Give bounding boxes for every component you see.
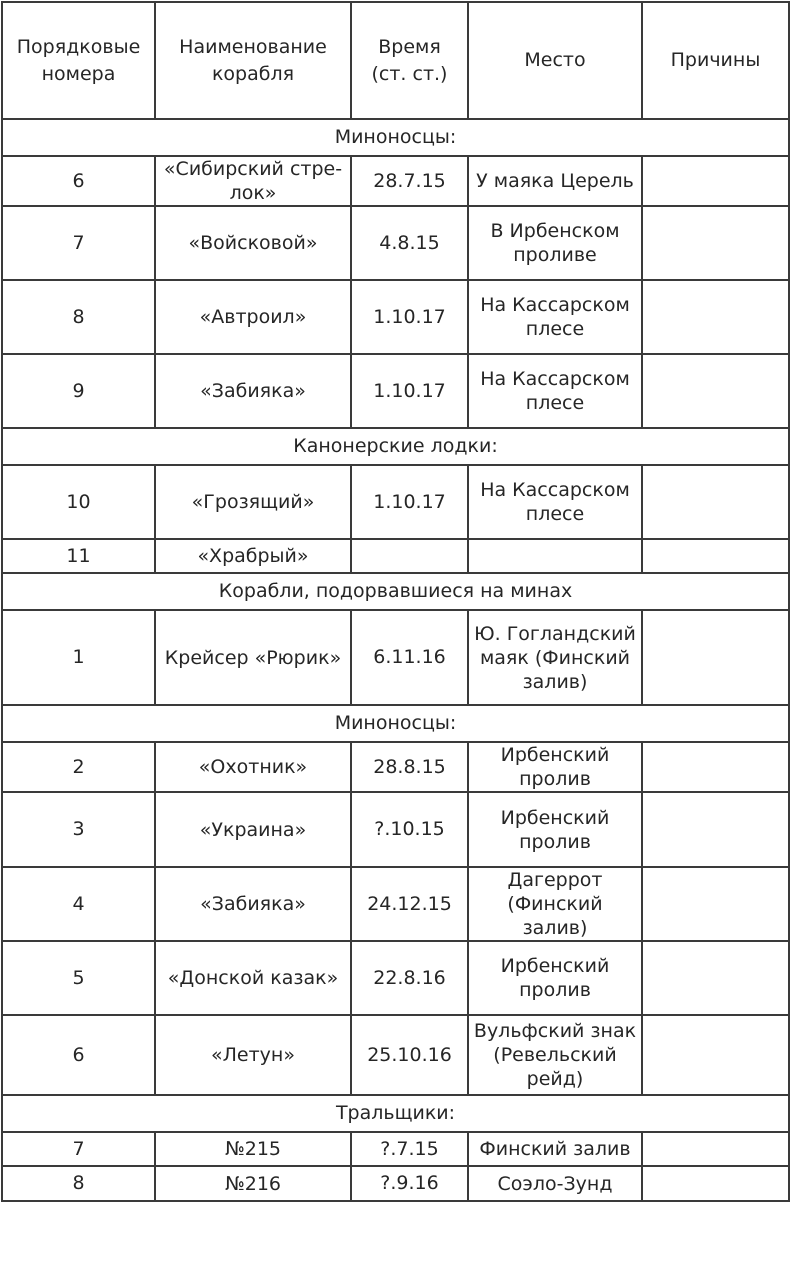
cell-name: «Войсковой» [155,206,351,280]
cell-name: «Грозящий» [155,465,351,539]
cell-date: ?.10.15 [351,792,468,867]
header-number-line2: номера [41,62,116,85]
cell-date: 28.8.15 [351,742,468,792]
cell-name: «Сибирский стре-лок» [155,156,351,206]
cell-place: На Кассарском плесе [468,465,642,539]
cell-num: 9 [2,354,155,428]
cell-name: «Автроил» [155,280,351,354]
table-row [2,156,789,206]
table-row [2,1132,789,1166]
cell-reason [642,280,789,354]
cell-date: 25.10.16 [351,1015,468,1095]
table-row [2,792,789,867]
cell-reason [642,941,789,1015]
header-date-line1: Время [378,35,441,58]
cell-name: Крейсер «Рюрик» [155,610,351,705]
cell-num: 8 [2,1166,155,1201]
cell-date: ?.9.16 [351,1166,468,1201]
cell-name: «Украина» [155,792,351,867]
header-place [468,2,642,119]
cell-num: 5 [2,941,155,1015]
cell-place: Ирбенский пролив [468,792,642,867]
cell-name: «Забияка» [155,354,351,428]
cell-place: Финский залив [468,1132,642,1166]
cell-reason [642,1132,789,1166]
cell-date: 6.11.16 [351,610,468,705]
section-row [2,1095,789,1132]
cell-num: 1 [2,610,155,705]
cell-num: 6 [2,156,155,206]
cell-place: Вульфский знак (Ревельский рейд) [468,1015,642,1095]
table-row [2,941,789,1015]
cell-num: 7 [2,206,155,280]
header-ship-name [155,2,351,119]
cell-date: 24.12.15 [351,867,468,941]
table-row [2,867,789,941]
cell-date: 22.8.16 [351,941,468,1015]
header-reason [642,2,789,119]
header-name-line2: корабля [211,62,295,85]
cell-name: «Летун» [155,1015,351,1095]
cell-reason [642,539,789,573]
header-reason-line1: Причины [670,49,761,71]
cell-reason [642,156,789,206]
cell-place [468,539,642,573]
cell-place: У маяка Церель [468,156,642,206]
table-row [2,465,789,539]
cell-num: 4 [2,867,155,941]
table-row [2,354,789,428]
cell-reason [642,206,789,280]
section-row [2,119,789,156]
cell-date [351,539,468,573]
cell-num: 2 [2,742,155,792]
cell-name: «Храбрый» [155,539,351,573]
cell-date: 4.8.15 [351,206,468,280]
header-name-line1: Наименование [179,35,327,58]
cell-num: 7 [2,1132,155,1166]
header-date-line2: (ст. ст.) [371,62,448,85]
cell-num: 11 [2,539,155,573]
cell-place: На Кассарском плесе [468,354,642,428]
cell-date: 1.10.17 [351,354,468,428]
table-row [2,1015,789,1095]
cell-num: 6 [2,1015,155,1095]
cell-reason [642,465,789,539]
table-row [2,1166,789,1201]
section-title: Тральщики: [2,1095,789,1132]
cell-reason [642,792,789,867]
header-place-line1: Место [524,49,586,71]
section-row [2,428,789,465]
cell-place: В Ирбенском проливе [468,206,642,280]
cell-place: Соэло-Зунд [468,1166,642,1201]
table-row [2,539,789,573]
cell-place: Ирбенский пролив [468,941,642,1015]
cell-name: «Охотник» [155,742,351,792]
cell-num: 8 [2,280,155,354]
section-row [2,705,789,742]
table-row [2,280,789,354]
section-title: Миноносцы: [2,705,789,742]
header-row [2,2,789,119]
section-title: Миноносцы: [2,119,789,156]
cell-date: 1.10.17 [351,280,468,354]
table-row [2,206,789,280]
cell-name: №216 [155,1166,351,1201]
header-number-line1: Порядковые [16,35,141,58]
cell-date: 28.7.15 [351,156,468,206]
cell-place: На Кассарском плесе [468,280,642,354]
cell-date: 1.10.17 [351,465,468,539]
cell-name: «Донской казак» [155,941,351,1015]
table-row [2,610,789,705]
cell-name: «Забияка» [155,867,351,941]
ship-losses-table [1,1,790,1202]
header-date [351,2,468,119]
cell-num: 10 [2,465,155,539]
cell-reason [642,742,789,792]
header-number [2,2,155,119]
cell-place: Ю. Гогландский маяк (Финский залив) [468,610,642,705]
table-body [2,119,789,1201]
section-row [2,573,789,610]
cell-name: №215 [155,1132,351,1166]
cell-place: Ирбенский пролив [468,742,642,792]
cell-reason [642,1166,789,1201]
cell-reason [642,1015,789,1095]
cell-reason [642,867,789,941]
cell-date: ?.7.15 [351,1132,468,1166]
section-title: Канонерские лодки: [2,428,789,465]
table-row [2,742,789,792]
cell-reason [642,610,789,705]
cell-place: Дагеррот (Финский залив) [468,867,642,941]
cell-num: 3 [2,792,155,867]
section-title: Корабли, подорвавшиеся на минах [2,573,789,610]
cell-reason [642,354,789,428]
